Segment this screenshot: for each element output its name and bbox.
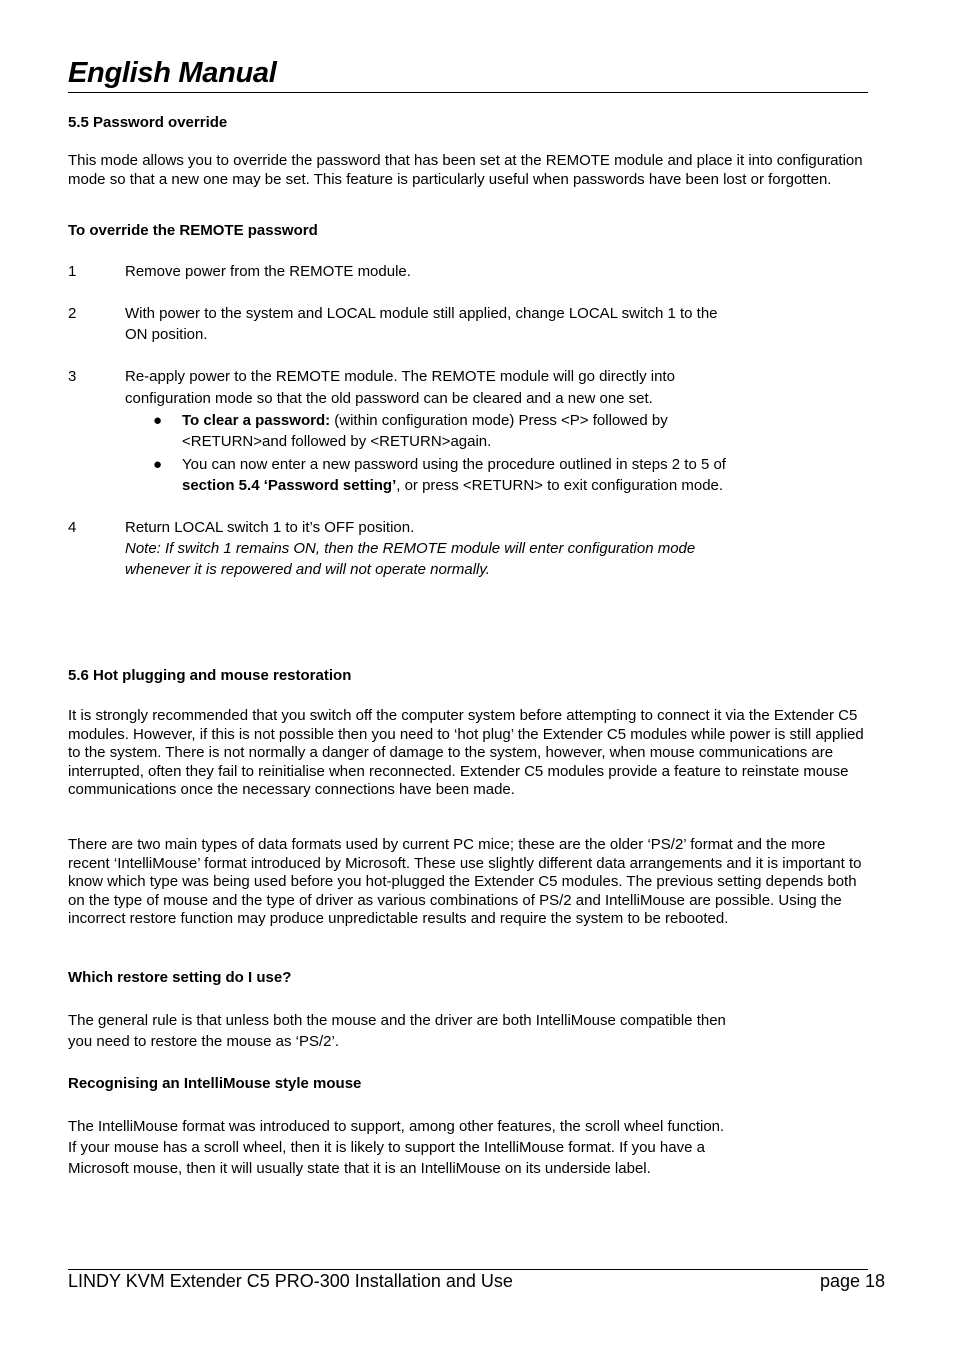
page-number: page 18 [820,1271,886,1291]
section-5-6-para1: It is strongly recommended that you switch off the computer system before attempting to connect it via the Extender C5 modules. However, if this is not possible then you need to ‘hot plug’ the Extender C5 modules while power is still applied to the system. There is not normally a danger of damage to the system, however, when mouse communications are interrupted, often they fail to reinitialise when reconnected. Extender C5 modules provide a feature to reinstate mouse communications once the necessary connections have been made. [68,707,864,798]
intellimouse-line: If your mouse has a scroll wheel, then it is likely to support the IntelliMouse format. If you have a [68,1139,705,1156]
step-text: With power to the system and LOCAL module still applied, change LOCAL switch 1 to the [125,305,718,322]
page-title: English Manual [68,57,277,89]
section-5-6-para2: There are two main types of data formats used by current PC mice; these are the older ‘PS/2’ format and the more recent ‘IntelliMouse’ format introduced by Microsoft. These use slightly different data arrangements and it is important to know which type was being used before you hot-plugged the Extender C5 modules. The previous setting depends both on the type of mouse and the type of driver as various combinations of PS/2 and IntelliMouse are possible. Using the incorrect restore function may produce unpredictable results and require the system to be rebooted. [68,836,862,927]
step-note: Note: If switch 1 remains ON, then the REMOTE module will enter configuration mode [125,540,696,557]
restore-rule-line: The general rule is that unless both the mouse and the driver are both IntelliMouse compatible then [68,1012,726,1029]
restore-rule-line: you need to restore the mouse as ‘PS/2’. [68,1033,339,1050]
intellimouse-line: The IntelliMouse format was introduced to support, among other features, the scroll wheel function. [68,1118,725,1135]
bullet-text: <RETURN>and followed by <RETURN>again. [182,433,492,450]
section-5-5-intro: This mode allows you to override the password that has been set at the REMOTE module and place it into configuration mode so that a new one may be set. This feature is particularly useful when passwords have been lost or forgotten. [68,152,863,188]
bullet-text: (within configuration mode) Press <P> followed by [330,412,668,429]
bullet-icon: ● [153,412,163,429]
footer-doc-title: LINDY KVM Extender C5 PRO-300 Installation and Use [68,1271,513,1291]
section-heading-5-5: 5.5 Password override [68,114,228,131]
header-divider [68,92,868,93]
step-number: 4 [68,519,77,536]
bullet-item [182,477,822,496]
step-number: 1 [68,263,77,280]
step-number: 2 [68,305,77,322]
bullet-icon: ● [153,456,163,473]
bullet-bold-text: To clear a password: [182,412,331,429]
bullet-text: , or press <RETURN> to exit configuration mode. [396,477,724,494]
step-text: Remove power from the REMOTE module. [125,263,411,280]
bullet-bold-text: section 5.4 ‘Password setting’ [182,477,397,494]
subheading-which-restore: Which restore setting do I use? [68,969,292,986]
intellimouse-line: Microsoft mouse, then it will usually state that it is an IntelliMouse on its underside label. [68,1160,651,1177]
subheading-override-remote: To override the REMOTE password [68,222,318,239]
step-text: configuration mode so that the old password can be cleared and a new one set. [125,390,653,407]
step-text: ON position. [125,326,208,343]
step-text: Re-apply power to the REMOTE module. The REMOTE module will go directly into [125,368,675,385]
bullet-text: You can now enter a new password using the procedure outlined in steps 2 to 5 of [182,456,726,473]
step-text: Return LOCAL switch 1 to it’s OFF position. [125,519,415,536]
subheading-recognising-intellimouse: Recognising an IntelliMouse style mouse [68,1075,362,1092]
step-number: 3 [68,368,77,385]
bullet-item [182,412,822,431]
section-heading-5-6: 5.6 Hot plugging and mouse restoration [68,667,352,684]
step-note: whenever it is repowered and will not operate normally. [125,561,490,578]
